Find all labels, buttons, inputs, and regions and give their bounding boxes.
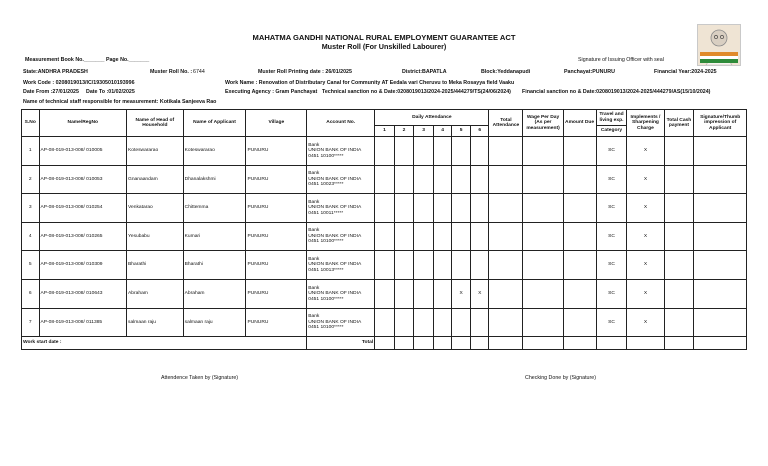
row-day-2 [394,165,414,194]
col-signature: Signature/Thumb impression of Applicant [694,110,747,137]
row-total-attendance [489,308,523,337]
row-category: SC [596,279,627,308]
row-amount-due [563,279,596,308]
gandhi-portrait-icon [698,25,740,65]
row-wage-per-day [523,308,563,337]
work-code: Work Code : 0208019013/IC/19305010193996 [23,80,135,86]
row-account-line: Bank [308,142,320,148]
col-travel: Travel and living exp. [596,110,627,126]
row-account-line: UNION BANK OF INDIA [308,262,362,268]
col-day-6: 6 [470,126,489,137]
row-village: PUNURU [246,308,307,337]
row-day-1 [375,137,395,166]
row-implements: X [627,194,664,223]
row-account [307,137,375,166]
row-regno: AP-08-019-013-008/ 010053 [39,165,127,194]
row-day-6 [470,165,489,194]
technical-sanction: Technical sanction no & Date:0208019013/2024-2025/444279/TS(24/06/2024) [322,89,511,95]
row-total-attendance [489,137,523,166]
row-sno: 1 [22,137,40,166]
row-implements: X [627,222,664,251]
row-village: PUNURU [246,165,307,194]
row-day-6 [470,308,489,337]
row-sno: 2 [22,165,40,194]
row-village: PUNURU [246,194,307,223]
row-category: SC [596,308,627,337]
panchayat: Panchayat:PUNURU [564,69,615,75]
row-category: SC [596,165,627,194]
row-total-cash [664,137,694,166]
table-row [22,251,747,280]
row-amount-due [563,137,596,166]
col-day-5: 5 [452,126,471,137]
row-sno: 5 [22,251,40,280]
row-day-2 [394,251,414,280]
work-name: Work Name : Renovation of Distributary Canal for Community AT Eedala vari Cheruvu to Meka Rosayya field Vaaku [225,80,515,86]
row-account [307,194,375,223]
row-head-household: Gnanaandam [127,165,184,194]
muster-roll-no: 6744 [193,69,205,75]
col-category: Category [596,126,627,137]
row-sno: 3 [22,194,40,223]
row-total-attendance [489,251,523,280]
row-account-line: Bank [308,199,320,205]
row-wage-per-day [523,194,563,223]
row-account-line: Bank [308,171,320,177]
row-total-attendance [489,194,523,223]
row-account-line: Bank [308,314,320,320]
date-from: Date From :27/01/2025 [23,89,79,95]
row-signature [694,279,747,308]
row-signature [694,251,747,280]
financial-sanction: Financial sanction no & Date:0208019013/2024-2025/444279/AS(15/10/2024) [522,89,711,95]
document-subtitle: Muster Roll (For Unskilled Labourer) [321,42,447,51]
col-day-3: 3 [414,126,434,137]
row-day-1 [375,251,395,280]
row-day-3 [414,279,434,308]
col-name-regno: Name/RegNo [39,110,127,137]
row-applicant: Dhanalakshmi [183,165,246,194]
row-regno: AP-08-019-013-008/ 011385 [39,308,127,337]
row-village: PUNURU [246,251,307,280]
col-implements: Implements / Sharpening Charge [627,110,664,137]
row-account-line: UNION BANK OF INDIA [308,319,362,325]
row-day-1 [375,194,395,223]
row-account-line: 0451 10011***** [308,210,344,216]
muster-roll-label: Muster Roll No. : [150,69,193,75]
row-implements: X [627,251,664,280]
table-row [22,308,747,337]
row-total-cash [664,308,694,337]
row-day-3 [414,194,434,223]
row-applicant: Kumari [183,222,246,251]
row-day-3 [414,137,434,166]
row-account-line: UNION BANK OF INDIA [308,233,362,239]
row-day-4 [433,308,452,337]
row-account-line: 0451 10100***** [308,153,344,159]
row-day-3 [414,222,434,251]
checking-done-signature: Checking Done by (Signature) [525,375,596,381]
col-wage-per-day: Wage Per Day (As per measurement) [523,110,563,137]
row-category: SC [596,194,627,223]
col-village: Village [246,110,307,137]
row-day-3 [414,165,434,194]
row-implements: X [627,279,664,308]
row-account-line: 0451 10023***** [308,182,344,188]
row-day-3 [414,251,434,280]
row-implements: X [627,308,664,337]
row-head-household: Abraham [127,279,184,308]
table-row [22,194,747,223]
row-category: SC [596,137,627,166]
row-account-line: UNION BANK OF INDIA [308,205,362,211]
row-sno: 7 [22,308,40,337]
row-day-5 [452,251,471,280]
row-day-4 [433,194,452,223]
row-day-3 [414,308,434,337]
col-applicant: Name of Applicant [183,110,246,137]
row-day-6 [470,251,489,280]
state: State:ANDHRA PRADESH [23,69,88,75]
row-total-cash [664,279,694,308]
row-applicant: Chittemma [183,194,246,223]
work-start-date: Work start date : [22,337,307,350]
row-wage-per-day [523,137,563,166]
row-day-1 [375,165,395,194]
col-day-1: 1 [375,126,395,137]
row-head-household: Yesubabu [127,222,184,251]
technical-staff: Name of technical staff responsible for measurement: Kotikala Sanjeeva Rao [23,99,217,105]
row-sno: 4 [22,222,40,251]
row-day-5 [452,165,471,194]
row-applicant: Abraham [183,279,246,308]
row-day-2 [394,194,414,223]
block: Block:Yeddanapudi [481,69,531,75]
row-applicant: Koteswararao [183,137,246,166]
row-regno: AP-08-019-013-008/ 010309 [39,251,127,280]
row-account [307,165,375,194]
row-account-line: Bank [308,256,320,262]
printing-date: Muster Roll Printing date : 26/01/2025 [258,69,352,75]
row-total-attendance [489,279,523,308]
row-implements: X [627,137,664,166]
col-total-attendance: Total Attendance [489,110,523,137]
row-day-4 [433,222,452,251]
row-village: PUNURU [246,222,307,251]
row-day-5 [452,137,471,166]
row-account-line: 0451 10100***** [308,296,344,302]
row-regno: AP-08-019-013-008/ 010254 [39,194,127,223]
col-total-cash: Total Cash payment [664,110,694,137]
row-amount-due [563,308,596,337]
row-day-6 [470,194,489,223]
table-row [22,279,747,308]
row-day-2 [394,137,414,166]
row-account-line: Bank [308,285,320,291]
row-amount-due [563,251,596,280]
table-row [22,137,747,166]
row-signature [694,308,747,337]
row-applicant: Bharathi [183,251,246,280]
muster-roll-table [21,109,747,350]
row-total-cash [664,165,694,194]
col-day-4: 4 [433,126,452,137]
total-label: Total [307,337,375,350]
row-applicant: salmaan raju [183,308,246,337]
col-amount-due: Amount Due [563,110,596,137]
row-account [307,279,375,308]
row-day-1 [375,279,395,308]
row-account-line: 0451 10013***** [308,267,344,273]
row-day-5 [452,194,471,223]
row-head-household: Bharathi [127,251,184,280]
row-category: SC [596,222,627,251]
row-total-cash [664,194,694,223]
row-account-line: 0451 10100***** [308,325,344,331]
measurement-book: Measurement Book No._______ Page No._______ [25,57,150,63]
row-regno: AP-08-019-013-008/ 010005 [39,137,127,166]
row-total-cash [664,251,694,280]
col-day-2: 2 [394,126,414,137]
row-village: PUNURU [246,137,307,166]
col-sno: S.No [22,110,40,137]
document-title: MAHATMA GANDHI NATIONAL RURAL EMPLOYMENT GUARANTEE ACT [252,33,516,42]
col-daily-attendance: Daily Attendance [375,110,489,126]
row-day-4 [433,279,452,308]
row-account-line: UNION BANK OF INDIA [308,291,362,297]
row-day-1 [375,222,395,251]
executing-agency: Executing Agency : Gram Panchayat [225,89,318,95]
row-head-household: Venkatarao [127,194,184,223]
row-sno: 6 [22,279,40,308]
row-signature [694,194,747,223]
row-day-5 [452,222,471,251]
row-day-4 [433,137,452,166]
row-account [307,222,375,251]
row-account-line: UNION BANK OF INDIA [308,148,362,154]
row-signature [694,165,747,194]
row-day-5: X [452,279,471,308]
row-day-5 [452,308,471,337]
row-signature [694,137,747,166]
row-day-4 [433,165,452,194]
row-day-6: X [470,279,489,308]
row-account-line: UNION BANK OF INDIA [308,176,362,182]
col-head-household: Name of Head of Household [127,110,184,137]
row-regno: AP-08-019-013-008/ 010265 [39,222,127,251]
table-row [22,165,747,194]
district: District:BAPATLA [402,69,447,75]
row-total-attendance [489,165,523,194]
row-amount-due [563,165,596,194]
row-wage-per-day [523,251,563,280]
row-implements: X [627,165,664,194]
row-account-line: 0451 10100***** [308,239,344,245]
row-day-6 [470,222,489,251]
attendance-taken-signature: Attendence Taken by (Signature) [161,375,239,381]
row-day-2 [394,308,414,337]
row-amount-due [563,222,596,251]
col-account: Account No. [307,110,375,137]
row-account [307,308,375,337]
signature-issuing-officer: Signature of Issuing Officer with seal [578,57,664,63]
row-day-4 [433,251,452,280]
row-village: PUNURU [246,279,307,308]
row-head-household: Koteswararao [127,137,184,166]
row-regno: AP-08-019-013-008/ 010643 [39,279,127,308]
row-wage-per-day [523,279,563,308]
date-to: Date To :01/02/2025 [86,89,135,95]
mgnrega-logo [697,24,741,66]
row-head-household: salmaan raju [127,308,184,337]
row-day-1 [375,308,395,337]
row-wage-per-day [523,222,563,251]
row-total-cash [664,222,694,251]
table-row [22,222,747,251]
row-category: SC [596,251,627,280]
row-day-2 [394,279,414,308]
row-account [307,251,375,280]
financial-year: Financial Year:2024-2025 [654,69,717,75]
row-total-attendance [489,222,523,251]
row-amount-due [563,194,596,223]
row-day-2 [394,222,414,251]
row-signature [694,222,747,251]
row-wage-per-day [523,165,563,194]
row-day-6 [470,137,489,166]
row-account-line: Bank [308,228,320,234]
